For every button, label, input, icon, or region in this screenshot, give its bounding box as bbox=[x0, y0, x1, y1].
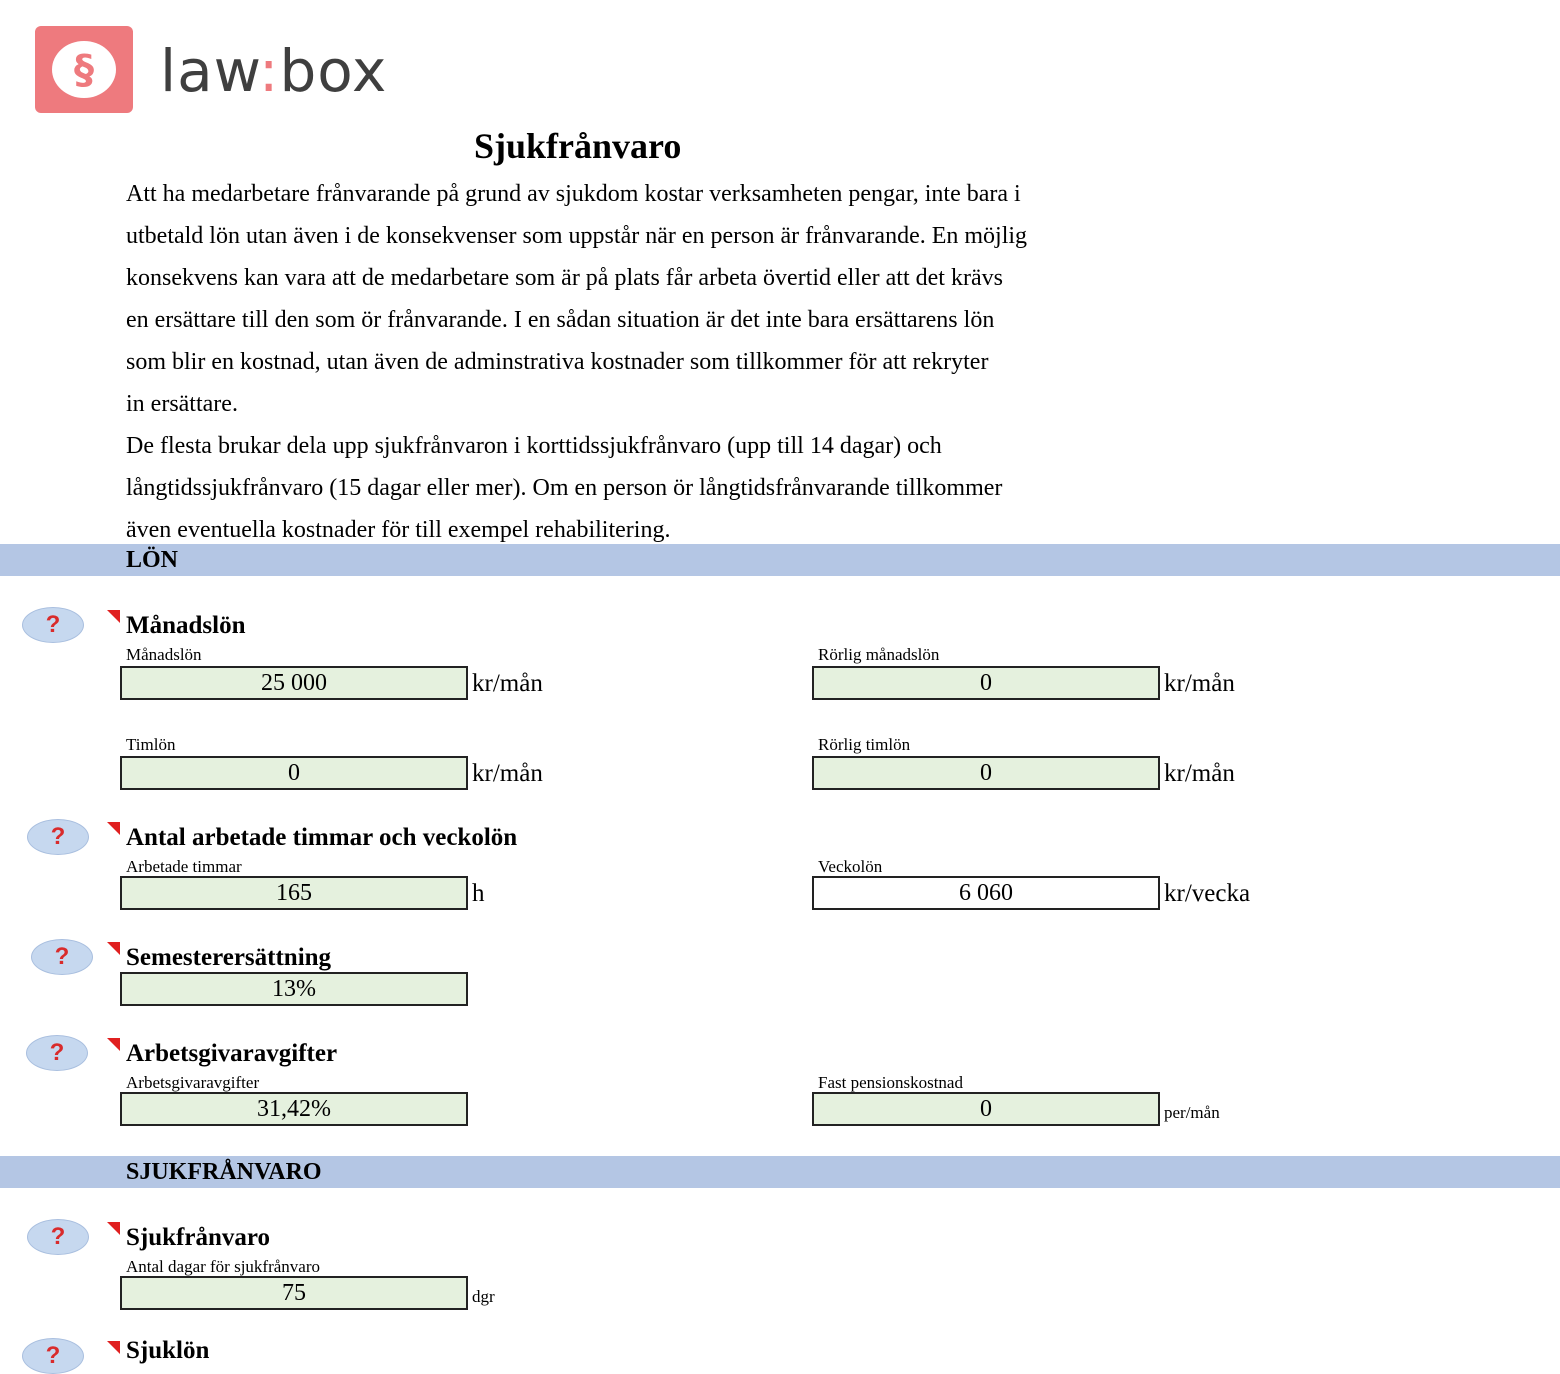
logo-wordmark: law:box bbox=[160, 37, 388, 105]
help-button-semester[interactable]: ? bbox=[31, 939, 93, 975]
arbetsgivaravgifter-input[interactable]: 31,42% bbox=[120, 1092, 468, 1126]
rorlig-manadslon-input[interactable]: 0 bbox=[812, 666, 1160, 700]
semester-input[interactable]: 13% bbox=[120, 972, 468, 1006]
rorlig-timlon-input[interactable]: 0 bbox=[812, 756, 1160, 790]
comment-flag-icon bbox=[107, 942, 120, 955]
section-title-avgifter: Arbetsgivaravgifter bbox=[126, 1040, 338, 1067]
band-title: LÖN bbox=[126, 547, 179, 573]
logo-badge bbox=[35, 26, 133, 113]
arbetade-timmar-input[interactable]: 165 bbox=[120, 876, 468, 910]
intro-line: in ersättare. bbox=[126, 391, 238, 417]
section-sign-icon: § bbox=[52, 41, 116, 98]
veckolon-output: 6 060 bbox=[812, 876, 1160, 910]
comment-flag-icon bbox=[107, 1222, 120, 1235]
intro-line: som blir en kostnad, utan även de adminstrativa kostnader som tillkommer för att rekryter bbox=[126, 349, 989, 375]
unit-label: kr/mån bbox=[472, 670, 543, 697]
unit-label: kr/vecka bbox=[1164, 880, 1251, 907]
intro-line: även eventuella kostnader för till exempel rehabilitering. bbox=[126, 517, 671, 543]
intro-line: Att ha medarbetare frånvarande på grund av sjukdom kostar verksamheten pengar, inte bara i bbox=[126, 181, 1021, 207]
section-band-sjukfranvaro bbox=[0, 1156, 1560, 1188]
label-rorlig-timlon: Rörlig timlön bbox=[818, 735, 911, 754]
label-arbetsgivaravgifter: Arbetsgivaravgifter bbox=[126, 1073, 260, 1092]
intro-text bbox=[126, 173, 1156, 551]
label-arbetade-timmar: Arbetade timmar bbox=[126, 857, 242, 876]
label-pensionskostnad: Fast pensionskostnad bbox=[818, 1073, 963, 1092]
unit-label: kr/mån bbox=[472, 760, 543, 787]
manadslon-input[interactable]: 25 000 bbox=[120, 666, 468, 700]
label-antal-dagar: Antal dagar för sjukfrånvaro bbox=[126, 1257, 321, 1276]
comment-flag-icon bbox=[107, 1341, 120, 1354]
section-title-sjuklon: Sjuklön bbox=[126, 1337, 210, 1364]
comment-flag-icon bbox=[107, 1038, 120, 1051]
label-rorlig-manadslon: Rörlig månadslön bbox=[818, 645, 940, 664]
unit-label: h bbox=[472, 880, 485, 907]
label-manadslon: Månadslön bbox=[126, 645, 202, 664]
section-band-lon bbox=[0, 544, 1560, 576]
help-button-sjuklon[interactable]: ? bbox=[22, 1338, 84, 1374]
unit-label: kr/mån bbox=[1164, 670, 1235, 697]
section-title-sjukfranvaro: Sjukfrånvaro bbox=[126, 1224, 271, 1251]
comment-flag-icon bbox=[107, 822, 120, 835]
help-button-timmar[interactable]: ? bbox=[27, 819, 89, 855]
intro-line: långtidssjukfrånvaro (15 dagar eller mer). Om en person ör långtidsfrånvarande tillkommer bbox=[126, 475, 1003, 501]
intro-line: konsekvens kan vara att de medarbetare som är på plats får arbeta övertid eller att det krävs bbox=[126, 265, 1003, 291]
unit-label: dgr bbox=[472, 1287, 495, 1306]
help-button-manadslon[interactable]: ? bbox=[22, 607, 84, 643]
section-title-semester: Semesterersättning bbox=[126, 944, 332, 971]
label-veckolon: Veckolön bbox=[818, 857, 883, 876]
unit-label: per/mån bbox=[1164, 1103, 1220, 1122]
timlon-input[interactable]: 0 bbox=[120, 756, 468, 790]
page-title: Sjukfrånvaro bbox=[474, 126, 682, 166]
section-title-timmar: Antal arbetade timmar och veckolön bbox=[126, 824, 518, 851]
section-title-manadslon: Månadslön bbox=[126, 612, 246, 639]
comment-flag-icon bbox=[107, 610, 120, 623]
intro-line: De flesta brukar dela upp sjukfrånvaron i korttidssjukfrånvaro (upp till 14 dagar) och bbox=[126, 433, 942, 459]
label-timlon: Timlön bbox=[126, 735, 176, 754]
antal-dagar-input[interactable]: 75 bbox=[120, 1276, 468, 1310]
unit-label: kr/mån bbox=[1164, 760, 1235, 787]
intro-line: utbetald lön utan även i de konsekvenser som uppstår när en person är frånvarande. En möjlig bbox=[126, 223, 1028, 249]
intro-line: en ersättare till den som ör frånvarande. I en sådan situation är det inte bara ersättarens lön bbox=[126, 307, 995, 333]
help-button-avgifter[interactable]: ? bbox=[26, 1035, 88, 1071]
band-title: SJUKFRÅNVARO bbox=[126, 1159, 322, 1185]
pensionskostnad-input[interactable]: 0 bbox=[812, 1092, 1160, 1126]
help-button-sjukfranvaro[interactable]: ? bbox=[27, 1219, 89, 1255]
